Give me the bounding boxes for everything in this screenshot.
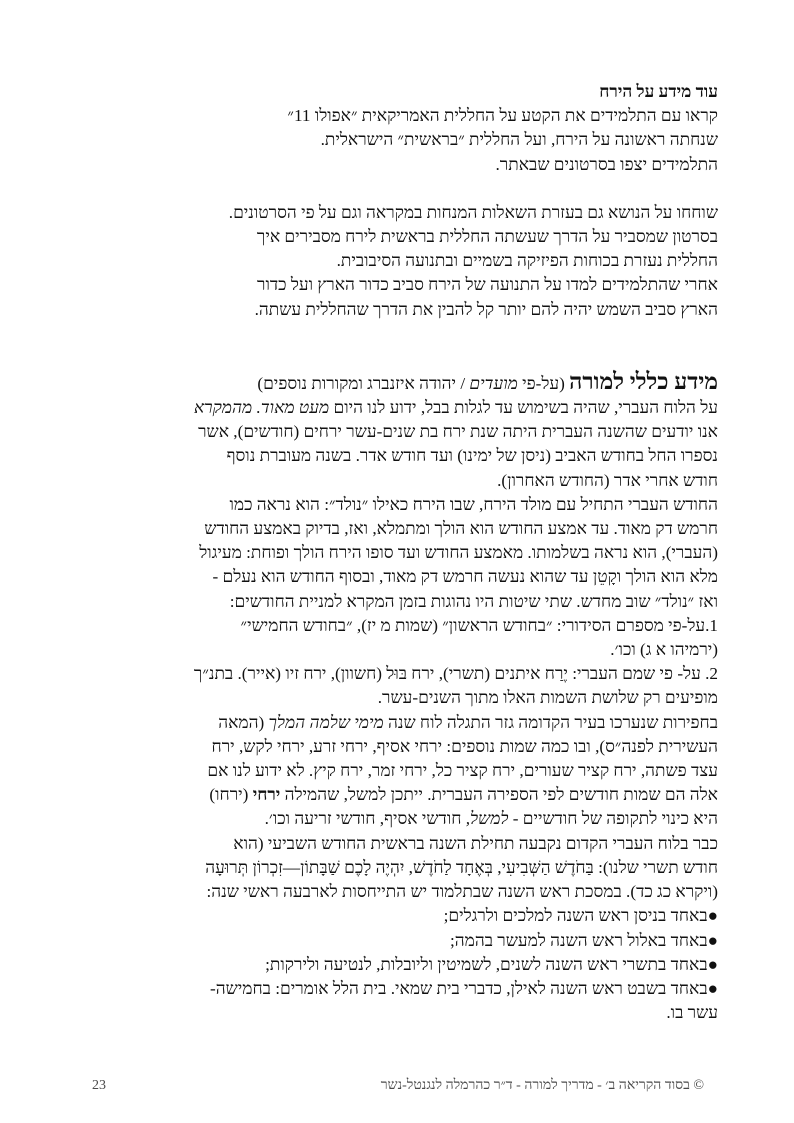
text-run-bold: ירחי <box>252 785 281 805</box>
text-line: עצד פשתה, ירח קציר שעורים, ירח קציר כל, ירחי זמר, ירח קיץ. לא ידוע לנו אם <box>207 761 718 781</box>
text-line <box>88 807 718 831</box>
source-rest: / יהודה איזנברג ומקורות נוספים) <box>257 373 466 393</box>
bullet-item: ●באחד באלול ראש השנה למעשר בהמה; <box>449 930 718 950</box>
section-title-teacher-info: מידע כללי למורה <box>569 368 718 394</box>
text-run: היא כינוי לתקופה של חודשיים - <box>512 809 718 829</box>
text-line: הארץ סביב השמש יהיה להם יותר קל להבין את הדרך שהחללית עשתה. <box>254 299 718 319</box>
text-line: העשירית לפנה״ס), ובו כמה שמות נוספים: ירחי אסיף, ירחי זרע, ירחי לקש, ירח <box>211 736 718 756</box>
page-number: 23 <box>92 1078 106 1093</box>
text-line <box>88 396 718 420</box>
text-line: קראו עם התלמידים את הקטע על החללית האמריקאית ״אפולו 11״ <box>287 106 718 126</box>
text-run: חודשי אסיף, חודשי זריעה וכו׳. <box>264 809 462 829</box>
text-run: (המאה <box>218 712 265 732</box>
list-item: (ירמיהו א ג) וכו׳. <box>610 640 718 660</box>
source-book: מועדים <box>469 373 518 393</box>
text-run: (ירחו) <box>209 785 249 805</box>
text-line: שנחתה ראשונה על הירח, ועל החללית ״בראשית״ הישראלית. <box>320 130 718 150</box>
text-run: בחפירות שנערכו בעיר הקדומה גזר התגלה לוח שנה <box>387 712 718 732</box>
text-line: החללית נעזרת בכוחות הפיזיקה בשמיים ובתנועה הסיבובית. <box>336 251 718 271</box>
text-run-italic: מעט מאוד. <box>256 398 330 418</box>
text-run: על הלוח העברי, שהיה בשימוש עד לגלות בבל, ידוע לנו היום <box>333 398 718 418</box>
text-line: החודש העברי התחיל עם מולד הירח, שבו הירח כאילו ״נולד״: הוא נראה כמו <box>229 494 718 514</box>
text-line: בסרטון שמסביר על הדרך שעשתה החללית בראשית לירח מסבירים איך <box>256 227 718 247</box>
text-line: שוחחו על הנושא גם בעזרת השאלות המנחות במקראה וגם על פי הסרטונים. <box>228 202 718 222</box>
bullet-item: ●באחד בתשרי ראש השנה לשנים, לשמיטין וליובלות, לנטיעה ולירקות; <box>265 954 718 974</box>
text-line: אחרי שהתלמידים למדו על התנועה של הירח סביב כדור הארץ ועל כדור <box>257 275 718 295</box>
text-run-italic: למשל, <box>465 809 509 829</box>
text-line: נספרו החל בחודש האביב (ניסן של ימינו) ועד חודש אדר. בשנה מעוברת נוסף <box>226 446 718 466</box>
text-line <box>88 711 718 735</box>
text-line: חרמש דק מאוד. עד אמצע החודש הוא הולך ומתמלא, ואז, בדיוק באמצע החודש <box>204 519 718 539</box>
bullet-item: ●באחד בניסן ראש השנה למלכים ולרגלים; <box>443 906 718 926</box>
list-item: מופיעים רק שלושת השמות האלו מתוך השנים-עשר. <box>377 688 718 708</box>
text-line <box>88 783 718 807</box>
page-content <box>88 80 718 1025</box>
page-footer <box>0 1078 794 1102</box>
text-line: חודש אחרי אדר (החודש האחרון). <box>497 470 718 490</box>
text-line: ואז ״נולד״ שוב מחדש. שתי שיטות היו נהוגות בזמן המקרא למניית החודשים: <box>229 591 718 611</box>
list-item: 1.על-פי מספרם הסידורי: ״בחודש הראשון״ (שמות מ יז), ״בחודש החמישי״ <box>240 615 718 635</box>
footer-credit: © בסוד הקריאה ב׳ - מדריך למורה - ד״ר כהרמלה לנגנטל-נשר <box>380 1078 704 1093</box>
text-line: מלא הוא הולך וקָטֵן עד שהוא נעשה חרמש דק מאוד, ובסוף החודש הוא נעלם - <box>212 567 718 587</box>
text-line: אנו יודעים שהשנה העברית היתה שנת ירח בת שנים-עשר ירחים (חודשים), אשר <box>198 422 718 442</box>
text-line: התלמידים יצפו בסרטונים שבאתר. <box>495 154 718 174</box>
list-item: 2. על- פי שמם העברי: יֶרַח איתנים (תשרי), ירח בּוּל (חשוון), ירח זיו (אייר). בתנ״ך <box>193 664 718 684</box>
text-line: כבר בלוח העברי הקדום נקבעה תחילת השנה בראשית החודש השביעי (הוא <box>233 833 718 853</box>
bullet-item: עשר בו. <box>666 1003 718 1023</box>
text-run-italic: מימי שלמה המלך <box>268 712 384 732</box>
source-open: (על-פי <box>522 373 565 393</box>
text-line: (העברי), הוא נראה בשלמותו. מאמצע החודש ועד סופו הירח הולך ופוחת: מעיגול <box>199 543 718 563</box>
text-run-italic: מהמקרא <box>193 398 253 418</box>
text-run: אלה הם שמות חודשים לפי הספירה העברית. ייתכן למשל, שהמילה <box>284 785 718 805</box>
text-line: חודש תשרי שלנו): בַּחֹדֶשׁ הַשְּׁבִיעִי, בְּאֶחָד לַחֹדֶשׁ, יִהְיֶה לָכֶם שַׁבָּתוֹן—זִכְרוֹן תְּרוּעָה <box>205 857 718 877</box>
section-title-moon-info: עוד מידע על הירח <box>599 82 718 101</box>
text-line: (ויקרא כג כד). במסכת ראש השנה שבתלמוד יש התייחסות לארבעה ראשי שנה: <box>206 882 718 902</box>
section-heading-teacher-info <box>88 370 718 396</box>
bullet-item: ●באחד בשבט ראש השנה לאילן, כדברי בית שמאי. בית הלל אומרים: בחמישה- <box>210 978 718 998</box>
